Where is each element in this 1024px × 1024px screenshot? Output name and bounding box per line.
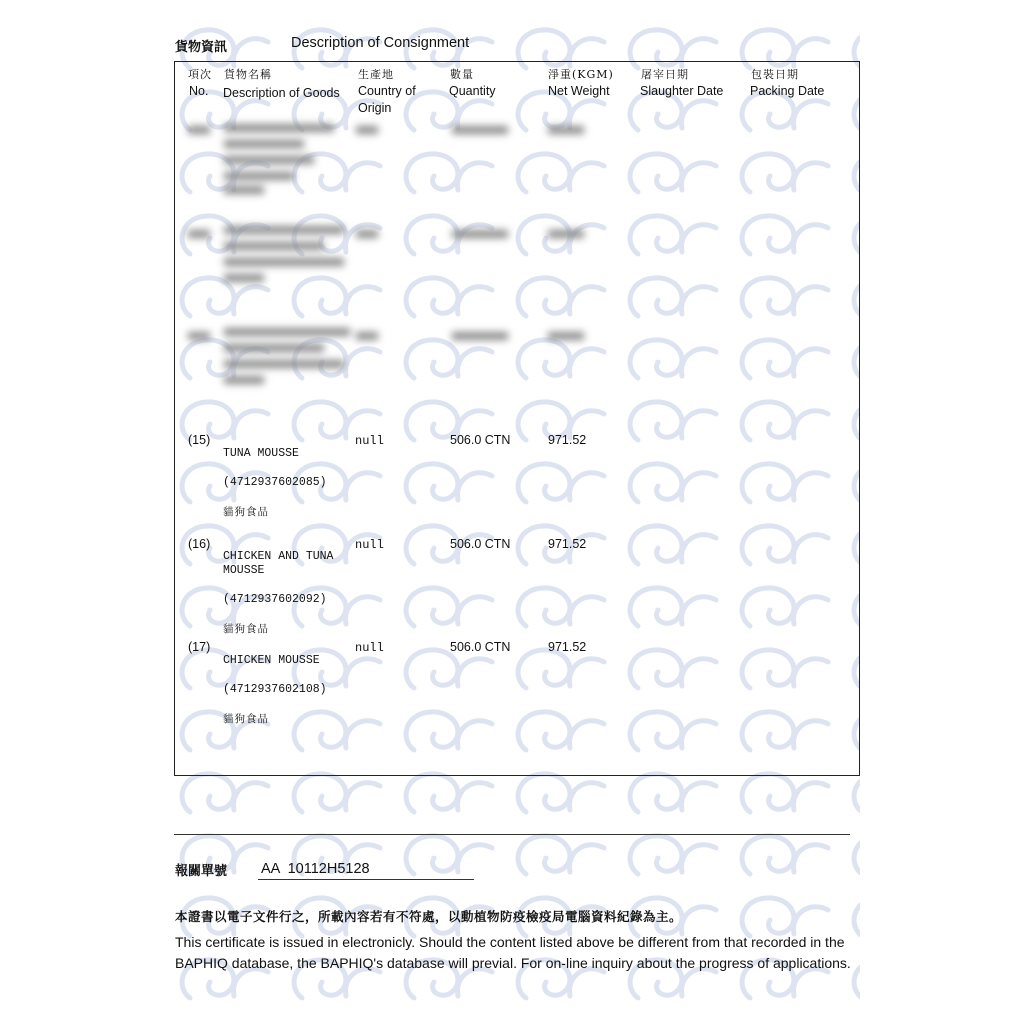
row-16-weight: 971.52 bbox=[548, 537, 587, 551]
section-divider bbox=[174, 834, 850, 835]
col-header-weight-en: Net Weight bbox=[548, 84, 610, 98]
row-17-no: (17) bbox=[188, 640, 211, 654]
row-17-weight: 971.52 bbox=[548, 640, 587, 654]
row-17-qty: 506.0 CTN bbox=[450, 640, 511, 654]
col-header-no-en: No. bbox=[189, 84, 209, 98]
redacted-content-graphic bbox=[184, 120, 654, 410]
col-header-origin-en: Country of Origin bbox=[358, 84, 416, 115]
col-header-slaughter-en: Slaughter Date bbox=[640, 84, 724, 98]
col-header-weight-cn: 淨重(KGM) bbox=[548, 68, 614, 81]
notice-cn: 本證書以電子文件行之，所載內容若有不符處，以動植物防疫檢疫局電腦資料紀錄為主。 bbox=[175, 909, 683, 924]
section-title-cn: 貨物資訊 bbox=[175, 40, 228, 55]
row-17-goods-name: CHICKEN MOUSSE bbox=[223, 653, 320, 667]
col-header-qty-en: Quantity bbox=[449, 84, 496, 98]
row-15-goods bbox=[223, 432, 327, 534]
col-header-qty-cn: 數量 bbox=[450, 68, 474, 81]
row-15-goods-code: (4712937602085) bbox=[223, 475, 327, 489]
section-title-en: Description of Consignment bbox=[291, 35, 470, 51]
declaration-label: 報關單號 bbox=[175, 864, 228, 879]
row-15-origin: null bbox=[355, 434, 384, 448]
row-16-goods-cn: 貓狗食品 bbox=[223, 623, 269, 635]
redacted-rows bbox=[184, 120, 654, 410]
row-17-goods-code: (4712937602108) bbox=[223, 682, 327, 696]
col-header-slaughter-cn: 屠宰日期 bbox=[641, 68, 689, 81]
col-header-goods-en: Description of Goods bbox=[223, 86, 340, 100]
col-header-packing-en: Packing Date bbox=[750, 84, 825, 98]
row-16-goods-code: (4712937602092) bbox=[223, 593, 327, 606]
declaration-underline bbox=[258, 879, 474, 880]
declaration-value: AA 10112H5128 bbox=[261, 861, 370, 877]
row-16-no: (16) bbox=[188, 537, 211, 551]
row-15-qty: 506.0 CTN bbox=[450, 433, 511, 447]
row-15-goods-name: TUNA MOUSSE bbox=[223, 446, 299, 460]
notice-en: This certificate is issued in electronicly. Should the content listed above be different from that recorded in the BAPHIQ database, the BAPHIQ's database will previal. For on-line inquiry about the progress of applications. bbox=[175, 934, 851, 971]
row-16-origin: null bbox=[355, 538, 384, 552]
row-17-goods bbox=[223, 639, 327, 741]
row-16-qty: 506.0 CTN bbox=[450, 537, 511, 551]
col-header-packing-cn: 包裝日期 bbox=[751, 68, 799, 81]
col-header-no-cn: 項次 bbox=[188, 68, 212, 81]
row-17-goods-cn: 貓狗食品 bbox=[223, 712, 269, 725]
row-15-goods-cn: 貓狗食品 bbox=[223, 505, 269, 518]
row-16-goods bbox=[223, 535, 333, 651]
row-16-goods-name: CHICKEN AND TUNA MOUSSE bbox=[223, 549, 334, 577]
row-17-origin: null bbox=[355, 641, 384, 655]
col-header-goods-cn: 貨物名稱 bbox=[224, 68, 272, 81]
row-15-no: (15) bbox=[188, 433, 211, 447]
row-15-weight: 971.52 bbox=[548, 433, 587, 447]
col-header-origin-cn: 生產地 bbox=[358, 68, 394, 81]
